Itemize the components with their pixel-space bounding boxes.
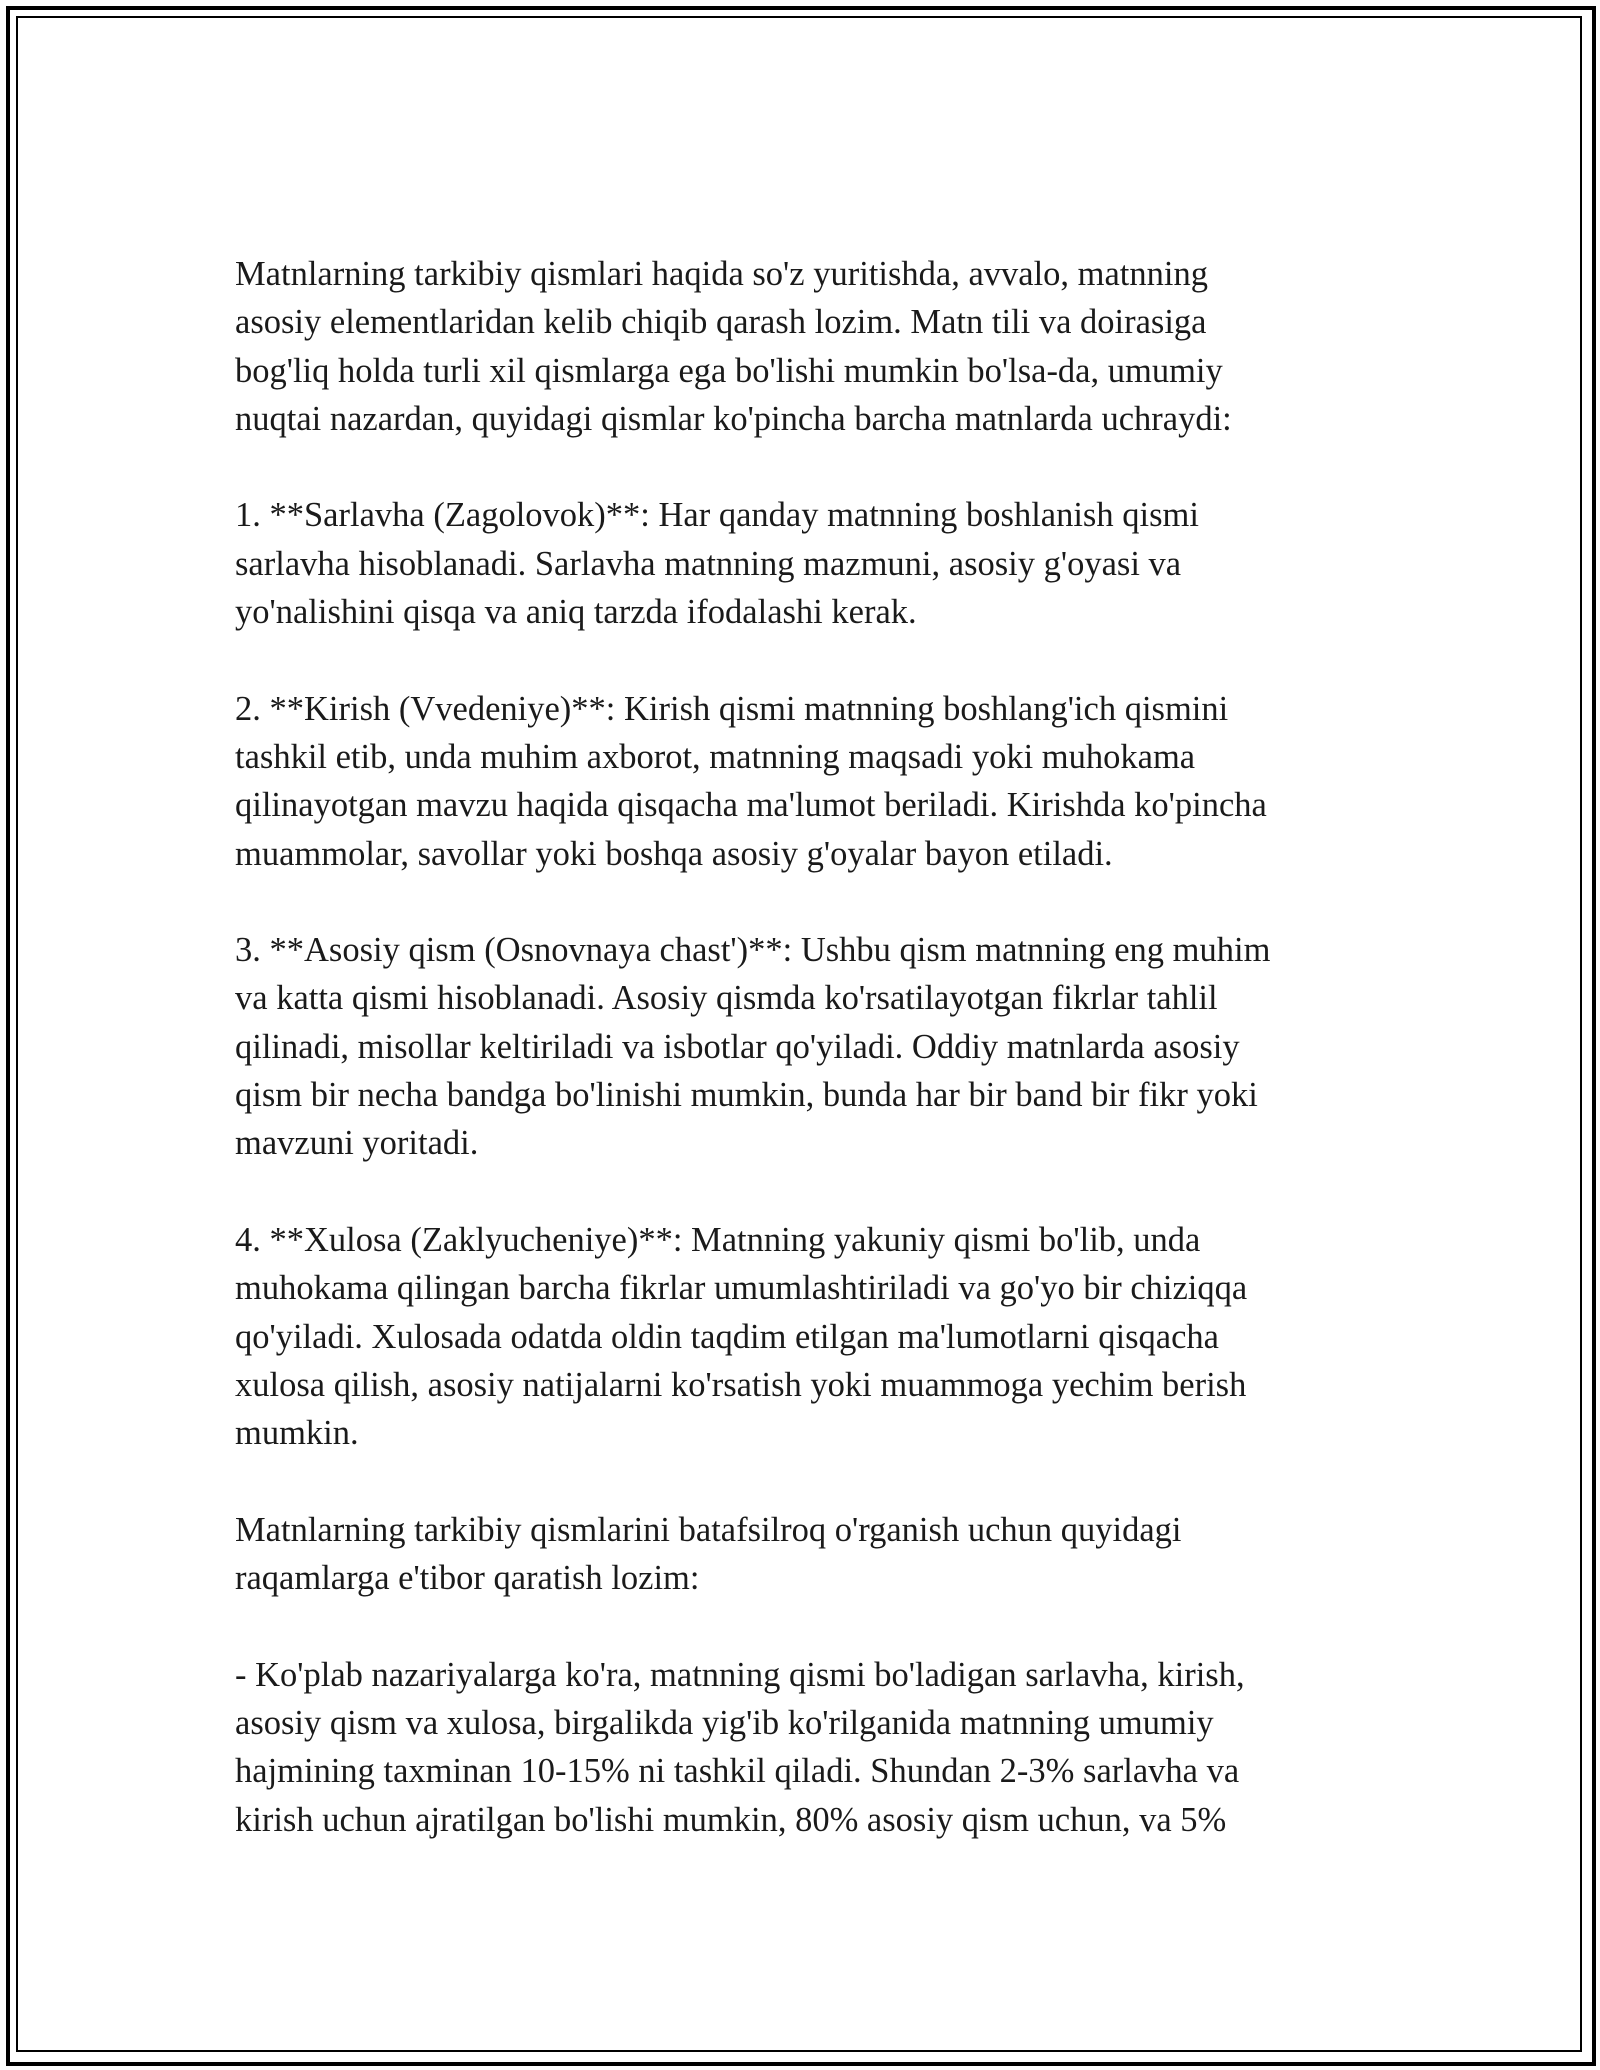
intro-paragraph: Matnlarning tarkibiy qismlari haqida so'z yuritishda, avvalo, matnning asosiy elementlaridan kelib chiqib qarash lozim. Matn tili va doirasiga bog'liq holda turli xil qismlarga ega bo'lishi mumkin bo'lsa-da, umumiy nuqtai nazardan, quyidagi qismlar ko'pincha barcha matnlarda uchraydi: bbox=[235, 255, 1232, 438]
list-item-kirish: 2. **Kirish (Vvedeniye)**: Kirish qismi matnning boshlang'ich qismini tashkil etib, unda muhim axborot, matnning maqsadi yoki muhokama qilinayotgan mavzu haqida qisqacha ma'lumot beriladi. Kirishda ko'pincha muammolar, savollar yoki boshqa asosiy g'oyalar bayon etiladi. bbox=[235, 689, 1267, 873]
bullet-paragraph: - Ko'plab nazariyalarga ko'ra, matnning qismi bo'ladigan sarlavha, kirish, asosiy qism va xulosa, birgalikda yig'ib ko'rilganida matnning umumiy hajmining taxminan 10-15% ni tashkil qiladi. Shundan 2-3% sarlavha va kirish uchun ajratilgan bo'lishi mumkin, 80% asosiy qism uchun, va 5% bbox=[235, 1655, 1245, 1839]
list-item-sarlavha: 1. **Sarlavha (Zagolovok)**: Har qanday matnning boshlanish qismi sarlavha hisoblanadi. Sarlavha matnning mazmuni, asosiy g'oyasi va yo'nalishini qisqa va aniq tarzda ifodalashi kerak. bbox=[235, 496, 1199, 632]
list-item-xulosa: 4. **Xulosa (Zaklyucheniye)**: Matnning yakuniy qismi bo'lib, unda muhokama qilingan barcha fikrlar umumlashtiriladi va go'yo bir chiziqqa qo'yiladi. Xulosada odatda oldin taqdim etilgan ma'lumotlarni qisqacha xulosa qilish, asosiy natijalarni ko'rsatish yoki muammoga yechim berish mumkin. bbox=[235, 1220, 1248, 1453]
list-item-asosiy-qism: 3. **Asosiy qism (Osnovnaya chast')**: Ushbu qism matnning eng muhim va katta qismi hisoblanadi. Asosiy qismda ko'rsatilayotgan fikrlar tahlil qilinadi, misollar keltiriladi va isbotlar qo'yiladi. Oddiy matnlarda asosiy qism bir necha bandga bo'linishi mumkin, bunda har bir band bir fikr yoki mavzuni yoritadi. bbox=[235, 931, 1271, 1163]
document-body bbox=[235, 250, 1375, 1844]
details-paragraph: Matnlarning tarkibiy qismlarini batafsilroq o'rganish uchun quyidagi raqamlarga e'tibor qaratish lozim: bbox=[235, 1510, 1182, 1598]
